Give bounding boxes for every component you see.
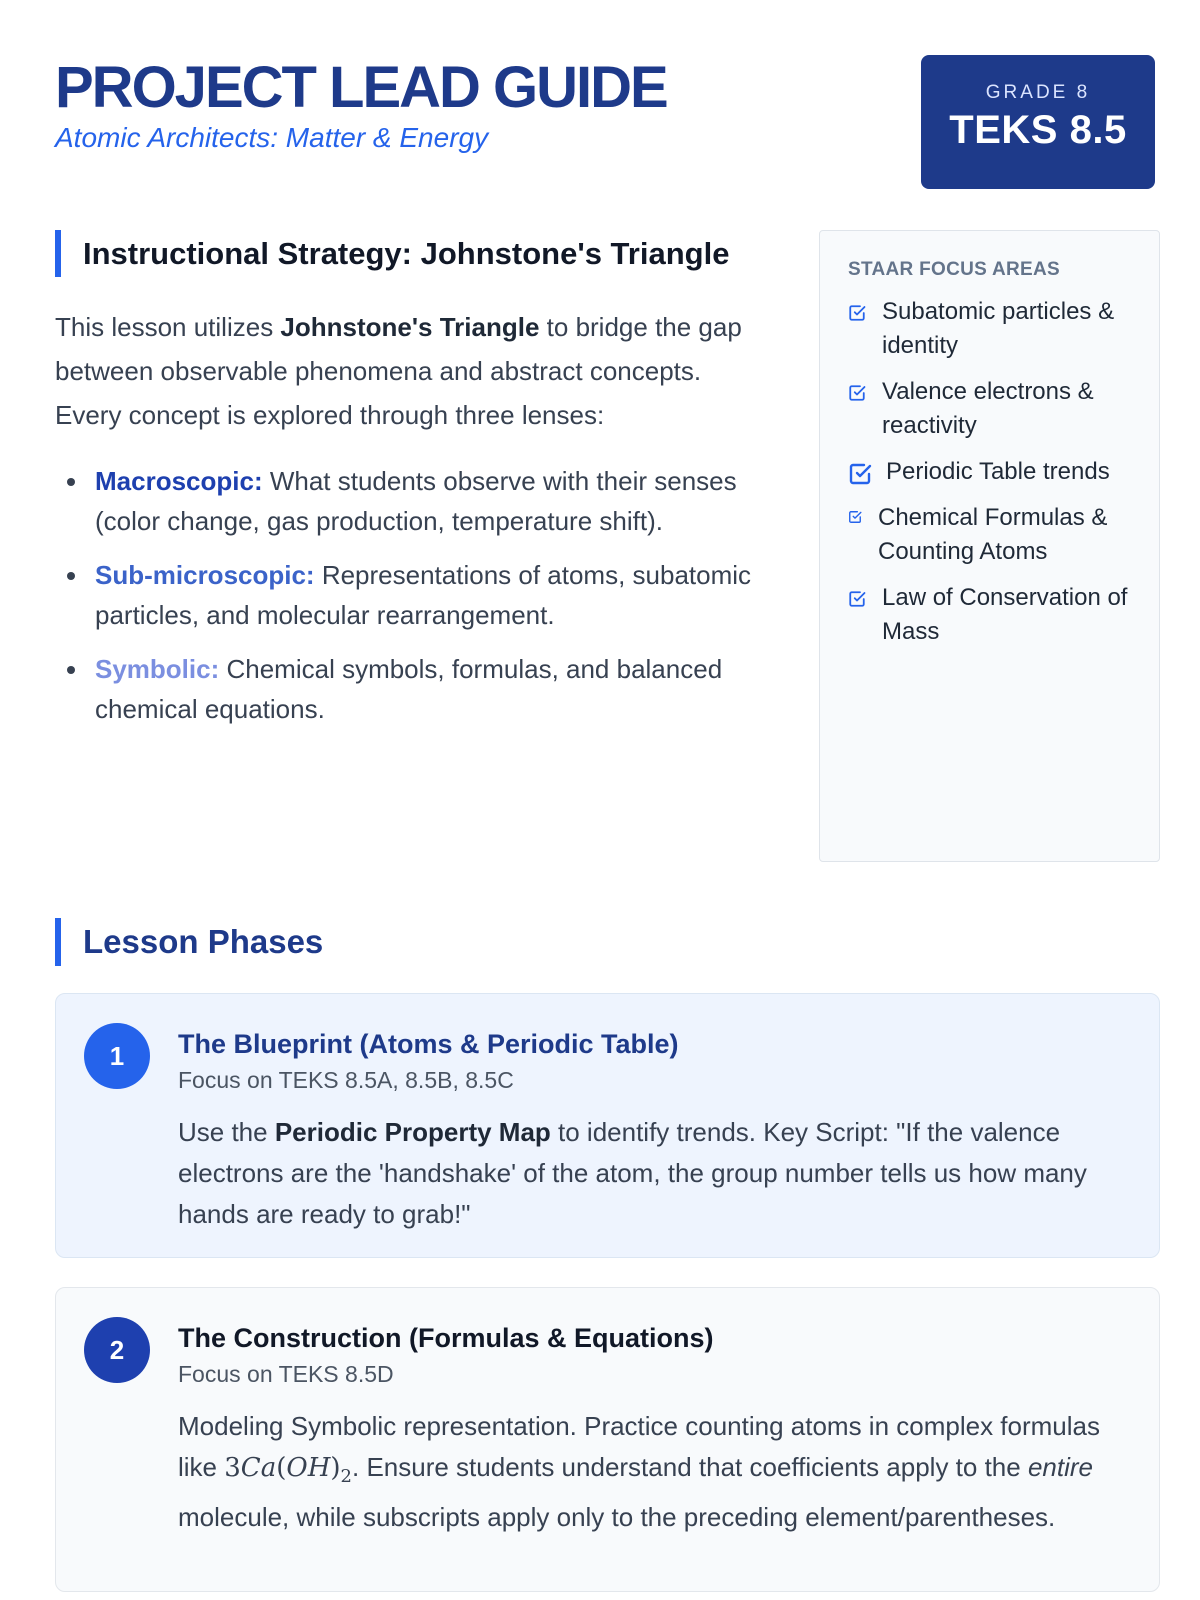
- lesson-phases-heading: Lesson Phases: [55, 918, 755, 966]
- page-subtitle: Atomic Architects: Matter & Energy: [55, 122, 489, 153]
- check-square-icon: [848, 590, 866, 608]
- intro-text-end: to bridge the gap between observable phenomena and abstract concepts. Every concept is explored through three lenses:: [55, 312, 742, 430]
- lens-name: Sub-microscopic:: [95, 560, 315, 590]
- lens-text: Chemical symbols, formulas, and balanced chemical equations.: [95, 654, 723, 724]
- focus-item-label: Valence electrons & reactivity: [882, 378, 1094, 439]
- badge-teks: TEKS 8.5: [949, 108, 1127, 152]
- focus-item-label: Periodic Table trends: [886, 458, 1110, 485]
- focus-item: [848, 375, 1133, 443]
- desc-text-start: Modeling Symbolic representation. Practice counting atoms in complex formulas like: [178, 1411, 1100, 1482]
- check-square-icon: [848, 510, 862, 524]
- lens-text: Representations of atoms, subatomic particles, and molecular rearrangement.: [95, 560, 752, 630]
- page-header: [55, 55, 1155, 190]
- phase-number-badge: 1: [84, 1023, 150, 1089]
- focus-item: [848, 581, 1133, 649]
- chemical-formula: [224, 1453, 352, 1488]
- focus-item-label: Law of Conservation of Mass: [882, 584, 1128, 645]
- phase-title: The Blueprint (Atoms & Periodic Table): [178, 1029, 679, 1059]
- page-title: PROJECT LEAD GUIDE: [55, 55, 667, 120]
- intro-text-start: This lesson utilizes: [55, 312, 281, 342]
- focus-item-label: Chemical Formulas & Counting Atoms: [878, 504, 1108, 565]
- desc-text-start: Use the: [178, 1117, 275, 1147]
- focus-item: [848, 501, 1133, 569]
- focus-item-label: Subatomic particles & identity: [882, 298, 1115, 359]
- phase-description: [178, 1112, 1129, 1235]
- strategy-intro: [55, 305, 765, 437]
- focus-item: [848, 295, 1133, 363]
- phase-card-1: [55, 993, 1160, 1258]
- badge-grade: GRADE 8: [985, 82, 1091, 103]
- desc-bold: Periodic Property Map: [274, 1117, 551, 1147]
- check-square-icon: [848, 462, 872, 486]
- desc-emphasis: entire: [1027, 1452, 1093, 1482]
- lens-item-macroscopic: [55, 461, 765, 541]
- formula-part: C: [240, 1453, 261, 1483]
- desc-text-end: to identify trends. Key Script: "If the valence electrons are the 'handshake' of the atom, the group number tells us how many hands are ready to grab!": [178, 1117, 1087, 1229]
- desc-text-mid: . Ensure students understand that coefficients apply to the: [352, 1452, 1028, 1482]
- phase-body: [178, 1026, 1129, 1235]
- teks-badge: [921, 55, 1155, 189]
- focus-item: [848, 455, 1133, 489]
- formula-coefficient: 3: [224, 1453, 241, 1483]
- phase-description: [178, 1406, 1129, 1538]
- lens-name: Macroscopic:: [95, 466, 263, 496]
- formula-part: (: [276, 1453, 287, 1483]
- check-square-icon: [848, 304, 866, 322]
- lens-text: What students observe with their senses (color change, gas production, temperature shift).: [95, 466, 737, 536]
- intro-bold: Johnstone's Triangle: [280, 312, 540, 342]
- formula-part: O: [286, 1453, 308, 1483]
- staar-focus-panel: [819, 230, 1160, 862]
- strategy-section: [55, 230, 765, 743]
- formula-part: H: [307, 1453, 331, 1483]
- lens-item-sub-microscopic: [55, 555, 765, 635]
- formula-subscript: 2: [340, 1466, 352, 1488]
- phase-title: The Construction (Formulas & Equations): [178, 1323, 714, 1353]
- phase-focus: Focus on TEKS 8.5D: [178, 1361, 394, 1387]
- phase-body: [178, 1320, 1129, 1538]
- lens-name: Symbolic:: [95, 654, 220, 684]
- phase-card-2: [55, 1287, 1160, 1592]
- formula-part: ): [330, 1453, 341, 1483]
- phase-focus: Focus on TEKS 8.5A, 8.5B, 8.5C: [178, 1067, 514, 1093]
- focus-title: STAAR FOCUS AREAS: [848, 259, 1060, 280]
- desc-text-end: molecule, while subscripts apply only to the preceding element/parentheses.: [178, 1502, 1056, 1533]
- lens-list: [55, 461, 765, 729]
- formula-part: a: [260, 1453, 277, 1483]
- lens-item-symbolic: [55, 649, 765, 729]
- check-square-icon: [848, 384, 866, 402]
- phase-number-badge: 2: [84, 1317, 150, 1383]
- strategy-heading: Instructional Strategy: Johnstone's Triangle: [55, 230, 765, 277]
- focus-list: [848, 295, 1133, 649]
